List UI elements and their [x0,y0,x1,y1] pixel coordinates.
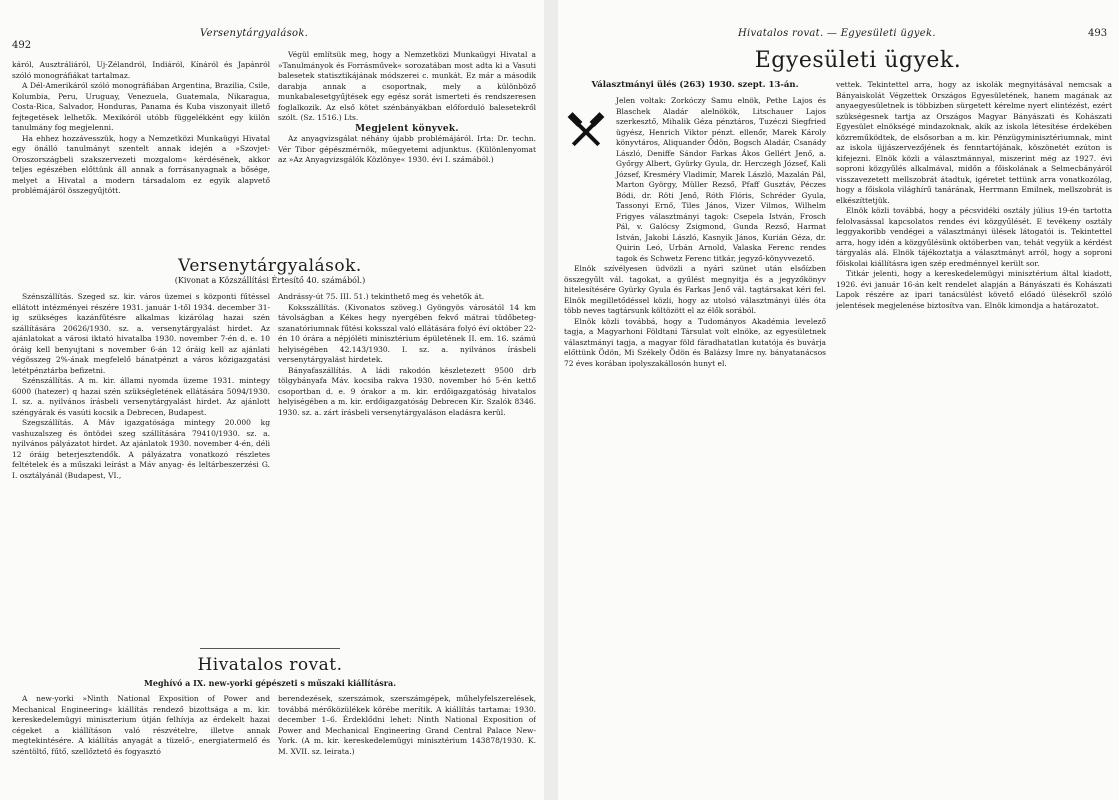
paragraph: Az anyagvizsgálat néhány újabb problémájáról. Irta: Dr. techn. Vér Tibor gépészmérnök, műegyetemi adjunktus. (Különlenyomat az »Az Anyagvizsgálók Közlönye« 1930. évi I. számából.) [278,134,536,164]
mining-hammers-icon [566,112,606,152]
left-col2-bottom [278,694,536,794]
page-number-right: 493 [1088,28,1108,39]
paragraph: Szénszállítás. A m. kir. állami nyomda üzeme 1931. mintegy 6000 (hatezer) q hazai szén szükségletének ellátására 5094/1930. I. sz. a. nyilvános írásbeli versenytárgyalást hirdet. Az ajánlott széngyárak és vasúti kocsik a Debrecen, Budapest. [12,376,270,417]
paragraph: Ha ehhez hozzávesszük, hogy a Nemzetközi Munkaügyi Hivatal egy önálló tanulmányt szentelt annak idején a »Szovjet-Oroszországbeli szakszervezeti mozgalom« kérdésének, akkor teljes egészében előttünk áll annak a forrásanyagnak a bősége, melyet a Hivatal a modern társadalom ez egyik alapvető problémájáról összegyűjtött. [12,133,270,195]
paragraph: Koksszállítás. (Kivonatos szöveg.) Gyöngyös városától 14 km távolságban a Kékes hegy nyergében fekvő mátrai tüdőbeteg-szanatóriumnak fűtési koksszal való ellátására folyó évi október 22-én 10 órára a népjóléti minisztérium épületének II. em. 16. számú helyiségében 42.143/1930. I. sz. a. nyilvános írásbeli versenytárgyalást hirdetek. [278,302,536,364]
left-col2-mid [278,292,536,642]
paragraph: A new-yorki »Ninth National Exposition of Power and Mechanical Engineering« kiállítás rendező bizottsága a m. kir. kereskedelemügyi miniszterium útján felhívja az érdekelt hazai cégeket a kiállításon való részvételre, illetve annak megtekintésére. A kiállítás anyagát a tüzelő-, energiatermelő és széntöltő, fűtő, szellőztető és fogyasztó [12,694,270,756]
paragraph: Andrássy-út 75. III. 51.) tekinthető meg és vehetők át. [278,292,485,301]
versenytargyalasok-subtitle: (Kivonat a Közszállítási Értesítő 40. számából.) [174,276,366,285]
right-col2 [836,80,1112,794]
paragraph: Titkár jelenti, hogy a kereskedelemügyi minisztérium által kiadott, 1926. évi január 16-án kelt rendelet alapján a Bányászati és Kohászati Lapok részére az ipari tanácsülést követő előadó ülésekről szóló jelentések megjelenése biztosítva van. Elnök kimondja a határozatot. [836,269,1112,310]
left-col1-top [12,60,270,240]
left-col1-mid [12,292,270,642]
section-heading-books: Megjelent könyvek. [355,123,459,134]
running-head-left: Versenytárgyalások. [200,28,309,39]
divider [200,648,340,649]
versenytargyalasok-title: Versenytárgyalások. [178,256,362,276]
running-head-right: Hivatalos rovat. — Egyesületi ügyek. [738,28,936,39]
egyesuleti-ugyek-title: Egyesületi ügyek. [754,48,962,73]
hivatalos-rovat-title: Hivatalos rovat. [197,655,343,675]
paragraph: Jelen voltak: Zorkóczy Samu elnök, Pethe Lajos és Blaschek Aladár alelnökök, Litschauer Lajos szerkesztő, Mihalik Géza pénztáros, Tuzéczi Siegfried ügyész, Henrich Viktor pénzt. ellenőr, Marek Károly könyvtáros, Aliquander Ödön, Bogsch Aladár, Csanády László, Deniffe Sándor Farkas Ákos Gellért Jenő, a. Győrgy Albert, Gyürky Gyula, dr. Herczegh József, Kali József, Kresméry Vladimír, Marek László, Mazalán Pál, Marton György, Müller Rezső, Pfaff Gusztáv, Péczes Bódi, dr. Röti Jenő, Róth Flóris, Schréder Gyula, Tassonyi Ernő, Tiles János, Vizer Vilmos, Wilhelm Frigyes választmányi tagok: Csepela István, Frosch Pál, v. Galócsy Zsigmond, Gunda Rezső, Harmat István, Jakobi László, Kasnyik János, Kurián Géza, dr. Quirin Leó, Urbán Arnold, Valaska Ferenc rendes tagok és Schwetz Ferenc titkár, jegyző-könyvvezető. [616,96,826,263]
paragraph: Elnök közli továbbá, hogy a Tudományos Akadémia levelező tagja, a Magyarhoni Földtani Társulat volt elnöke, az egyesületnek választmányi tagja, a magyar föld fáradhatatlan kutatója és buvárja előttünk Ödön, Mi Székely Ödön és Balázsy Imre ny. bányatanácsos 72 éves korában ipolyszakállosón hunyt el. [564,316,826,368]
paragraph: Bányafaszállítás. A ládi rakodón készletezett 9500 drb tölgybányafa Máv. kocsiba rakva 1930. november hó 5-én kettő csoportban d. e. 9 órakor a m. kir. erdőigazgatóság hivatalos helyiségében a m. kir. erdőigazgatóság Debrecen Kir. Szalók 8346. 1930. sz. a. zárt írásbeli versenytárgyaláson eladásra kerül. [278,365,536,417]
page-number-left: 492 [12,40,32,51]
left-page [0,0,544,800]
paragraph: vettek. Tekintettel arra, hogy az iskolák megnyitásával nemcsak a Bányaiskolát Végzettek Országos Egyesületének, hanem magának az anyaegyesületnek is többizben sürgetett kérelme nyert elintézést, ezért szükségesnek tartja az Országos Magyar Bányászati és Kohászati Egyesület elnökségé mindazoknak, akik az iskola létesítése érdekében közreműködtek, de elsősorban a m. kir. Pénzügyminisztériumnak, mint az iskola üjjászervezőjének és fenntartójának, köszönetét ezúton is kifejezni. Elnök közli a választmánnyal, miszerint még az 1927. évi soproni közgyűlés alkalmával, midőn a főiskolának a Selmecbányáról visszavezetett mellszobrát átadtuk, igéretet tettünk arra vonatkozólag, hogy a főiskola világhírű tanárának, Herrmann Emilnek, mellszobrát is elkészíttetjük. [836,80,1112,205]
right-page [558,0,1119,800]
paragraph: Szegszállítás. A Máv igazgatósága mintegy 20.000 kg vashuzalszeg és öntödei szeg szállítására 79410/1930. sz. a. nyilvános pályázatot hirdet. Az ajánlatok 1930. november 4-én, déli 12 óráig beterjesztendők. A pályázatra vonatkozó részletes feltételek és a műszaki leírást a Máv anyag- és leltárbeszerzési G. I. osztályánál (Budapest, VI., [12,418,270,480]
hivatalos-rovat-subheading: Meghívó a IX. new-yorki gépészeti s műszaki kiállításra. [144,678,396,688]
book-gutter [544,0,558,800]
paragraph: káról, Ausztráliáról, Uj-Zélandról, Indiáról, Kínáról és Japánról szóló monográfiákat tartalmaz. [12,60,270,80]
paragraph: A Dél-Amerikáról szóló monográfiában Argentina, Brazilia, Csile, Kolumbia, Peru, Uruguay, Venezuela, Guatemala, Nikaragua, Costa-Rica, Salvador, Honduras, Panama és Kuba viszonyait illető fejtegetések lelhetők. Mexikóról utóbb függelékként egy külön tanulmány fog megjelenni. [12,81,270,132]
paragraph: berendezések, szerszámok, szerszámgépek, műhelyfelszerelések, továbbá mérőközülékek körébe merítik. A kiállítás tartama: 1930. december 1–6. Érdeklődni lehet: Ninth National Exposition of Power and Mechanical Engineering Grand Central Palace New-York. (A m. kir. kereskedelemügyi minisztérium 143878/1930. K. M. XVII. sz. leirata.) [278,694,536,756]
meeting-heading: Választmányi ülés (263) 1930. szept. 13-án. [591,80,799,90]
left-col2-top [278,50,536,242]
left-col1-bottom [12,694,270,794]
paragraph: Végül említsük meg, hogy a Nemzetközi Munkaügyi Hivatal a »Tanulmányok és Forrásművek« sorozatában most adta ki a Vasuti balesetek statisztikájának módszerei c. munkát. Ez már a második darabja annak a csoportnak, mely a különböző munkabalesetgyűjtések egy egész sorát ismerteti és rendszeresen foglalkozik. Az első kötet szénbányákban előforduló balesetekről szólt. (Sz. 1516.) Lts. [278,50,536,122]
right-col1 [564,96,826,794]
paragraph: Szénszállítás. Szeged sz. kir. város üzemei s központi fűtéssel ellátott intézményei részére 1931. január 1-től 1934. december 31-ig szükséges kazánfűtésre alkalmas kizárólag hazai szén szállítására 20626/1930. sz. a. versenytárgyalást hirdet. Az ajánlatokat a városi iktató hivatalba 1930. november 7-én d. e. 10 óráig kell benyujtani s november 6-án 12 óráig kell az ajánlati végösszeg 2%-ának megfelelő bánatpénzt a város közigazgatási letétpénztárba befizetni. [12,292,270,375]
paragraph: Elnök szívélyesen üdvözli a nyári szünet után elsőízben összegyűlt vál. tagokat, a gyűlést megnyitja és a jegyzőkönyv hitelesítésére Gyürky Gyula és Farkas Jenő vál. tagtársakat kéri fel. Elnök megilletődéssel közli, hogy az utolsó választmányi ülés óta több neves tagtársunk költözött el az élők sorából. [564,264,826,315]
paragraph: Elnök közli továbbá, hogy a pécsvidéki osztály július 19-én tartotta felolvasással kapcsolatos rendes évi közgyűlését. E tevékeny osztály leggyakoribb vendégei a választmányi ülések látogatói is. Tekintettel arra, hogy idén a közgyűlésünk októberben van, tehát vegyük a kérdést tárgyalás alá. Elnök tájékoztatja a választmányt arról, hogy a soproni főiskolai kiállításra igen szép eredménnyel került sor. [836,206,1112,268]
